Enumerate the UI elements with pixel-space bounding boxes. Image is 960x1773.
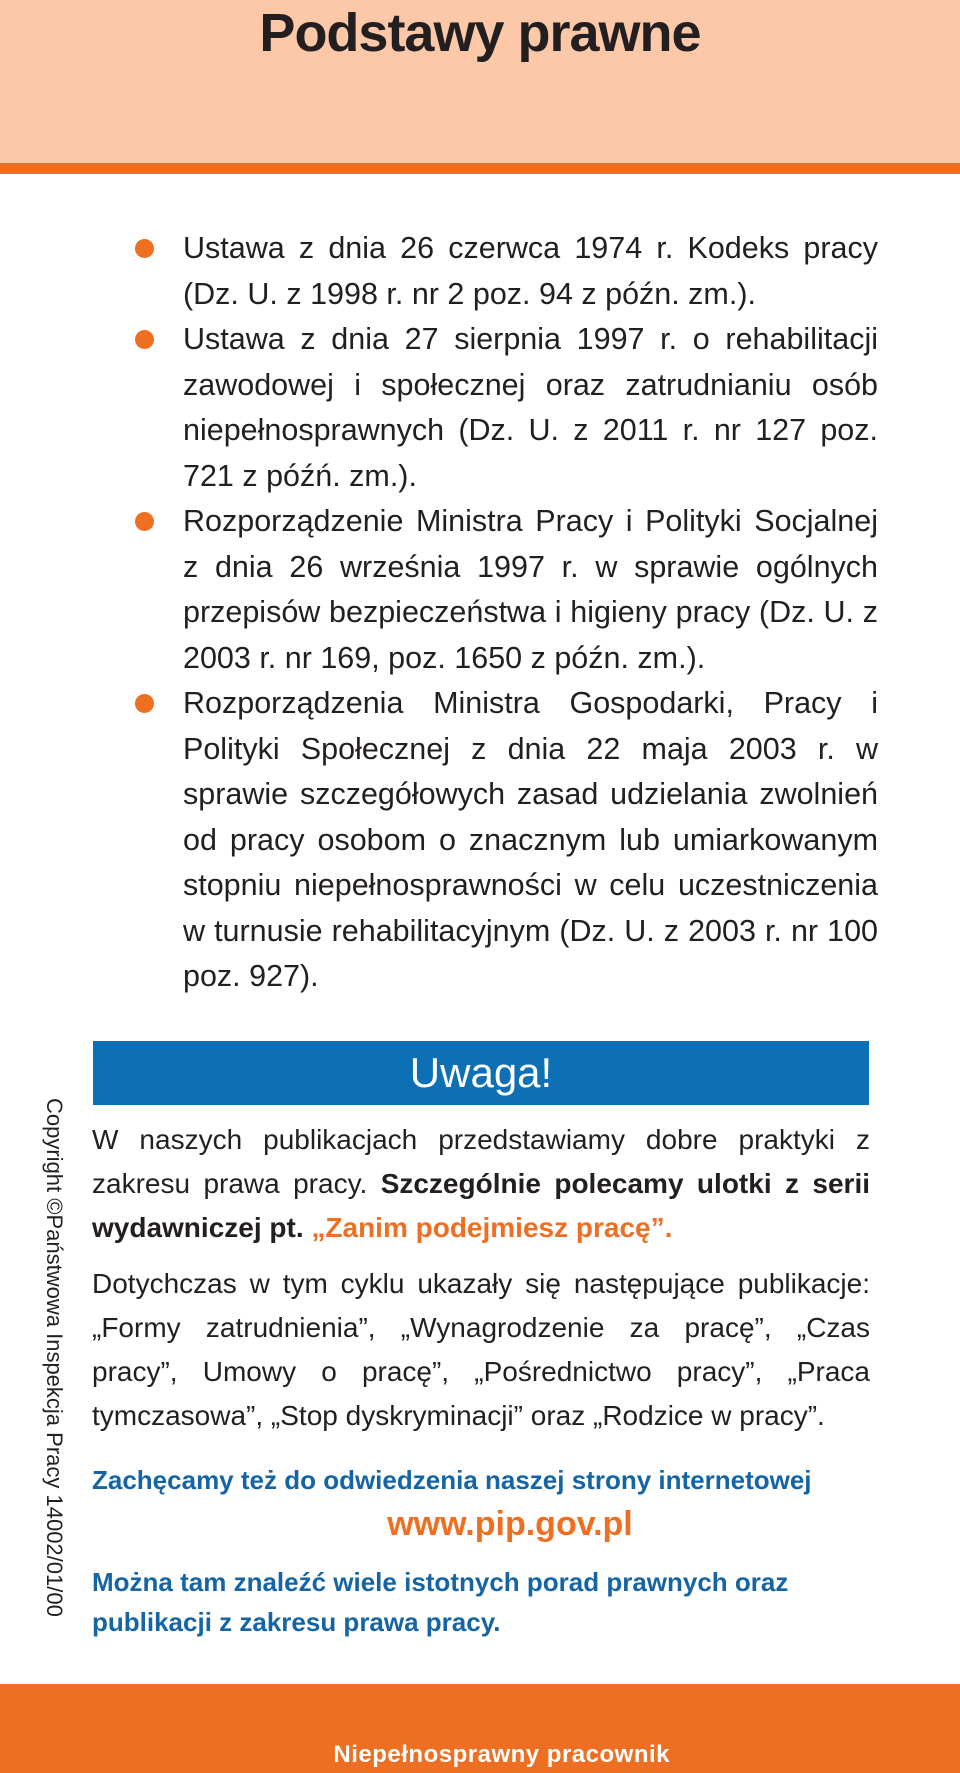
list-item bbox=[138, 499, 878, 681]
bullet-icon bbox=[135, 239, 154, 258]
legal-basis-list bbox=[138, 226, 878, 1000]
notice-recommendation: Szczególnie polecamy ulotki z serii wydawniczej pt. bbox=[92, 1168, 870, 1243]
list-item bbox=[138, 226, 878, 317]
bullet-icon bbox=[135, 330, 154, 349]
website-description: Można tam znaleźć wiele istotnych porad prawnych oraz publikacji z zakresu prawa pracy. bbox=[92, 1567, 789, 1637]
copyright-note: Copyright ©Państwowa Inspekcja Pracy 14002/01/00 bbox=[42, 1098, 67, 1617]
list-item bbox=[138, 317, 878, 499]
footer-title: Niepełnosprawny pracownik bbox=[333, 1741, 670, 1768]
website-invitation: Zachęcamy też do odwiedzenia naszej strony internetowej bbox=[92, 1465, 812, 1495]
page-title: Podstawy prawne bbox=[259, 3, 701, 63]
notice-intro: W naszych publikacjach przedstawiamy dobre praktyki z zakresu prawa pracy. bbox=[92, 1124, 870, 1199]
publications-intro: Dotychczas w tym cyklu ukazały się następujące publikacje: bbox=[92, 1268, 870, 1299]
publications-list: „Formy zatrudnienia”, „Wynagrodzenie za pracę”, „Czas pracy”, Umowy o pracę”, „Pośrednictwo pracy”, „Praca tymczasowa”, „Stop dyskryminacji” oraz „Rodzice w pracy”. bbox=[92, 1312, 870, 1431]
notice-paragraph bbox=[92, 1118, 870, 1250]
list-item bbox=[138, 681, 878, 1000]
series-title: „Zanim podejmiesz pracę”. bbox=[311, 1212, 673, 1243]
publications-paragraph bbox=[92, 1262, 870, 1438]
bullet-icon bbox=[135, 694, 154, 713]
list-item-text: Ustawa z dnia 27 sierpnia 1997 r. o rehabilitacji zawodowej i społecznej oraz zatrudnianiu osób niepełnosprawnych (Dz. U. z 2011 r. nr 127 poz. 721 z późń. zm.). bbox=[183, 322, 878, 493]
list-item-text: Ustawa z dnia 26 czerwca 1974 r. Kodeks pracy (Dz. U. z 1998 r. nr 2 poz. 94 z późn. zm.). bbox=[183, 231, 878, 311]
header-band bbox=[0, 0, 960, 174]
notice-heading: Uwaga! bbox=[93, 1041, 869, 1105]
footer-band bbox=[0, 1684, 960, 1773]
website-link[interactable]: www.pip.gov.pl bbox=[387, 1505, 633, 1543]
notice-body bbox=[92, 1118, 870, 1438]
list-item-text: Rozporządzenie Ministra Pracy i Polityki Socjalnej z dnia 26 września 1997 r. w sprawie ogólnych przepisów bezpieczeństwa i higieny pracy (Dz. U. z 2003 r. nr 169, poz. 1650 z późn. zm.). bbox=[183, 504, 878, 675]
list-item-text: Rozporządzenia Ministra Gospodarki, Pracy i Polityki Społecznej z dnia 22 maja 2003 r. w sprawie szczegółowych zasad udzielania zwolnień od pracy osobom o znacznym lub umiarkowanym stopniu niepełnosprawności w celu uczestniczenia w turnusie rehabilitacyjnym (Dz. U. z 2003 r. nr 100 poz. 927). bbox=[183, 686, 878, 993]
bullet-icon bbox=[135, 512, 154, 531]
